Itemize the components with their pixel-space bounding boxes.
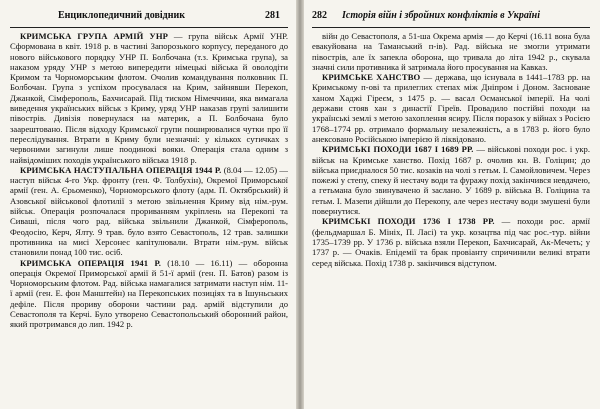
- article-paragraph: [10, 31, 288, 165]
- entry-heading: КРИМСЬКА ОПЕРАЦІЯ 1941 Р.: [20, 257, 161, 268]
- right-page-number: 282: [312, 10, 327, 21]
- left-page: [0, 0, 296, 409]
- entry-heading: КРИМСЬКА НАСТУПАЛЬНА ОПЕРАЦІЯ 1944 Р.: [20, 164, 222, 175]
- entry-text: — група військ Армії УНР. Сформована в квіт. 1918 р. в частині Запорозького корпусу, переданого до нового військового порядку УНР П. Болбочана (т.з. Кримська група), за наказом уряду УНР з метою випередити німецькі війська й оволодіти Кримом та Чорноморським флотом. Очолив командування полковник П. Болбочан. Група з успіхом просувалася на Крим, зайнявши Перекоп, Джанкой, Сімферополь, Бахчисарай. Під тиском Німеччини, яка вимагала виведення українських військ з Криму, уряд УНР наказав групі залишити півострів. Дивізія повернулася на материк, а П. Болбочана було заарештовано. Після відходу Кримської групи поширювалися чутки про її переслідування. Втрати в Криму були незначні: у кількох сутичках з червоними загинули лише поодинокі вояки. Операція стала одним з найвідоміших походів українського війська 1918 р.: [10, 31, 288, 165]
- article-paragraph: [312, 144, 590, 216]
- entry-text: — військові походи рос. і укр. військ на Кримське ханство. Похід 1687 р. очолив кн. В. Голіцин; до війська приєдналося 50 тис. козаків на чолі з гетьм. І. Самойловичем. Через пожежі у степу, спеку й нестачу води та фуражу похід закінчився невдачею, а гетьмана було звинувачено й заслано. У 1689 р. війська В. Голіцина та гетьм. І. Мазепи дійшли до Перекопу, але через нестачу води змушені були повернутися.: [312, 144, 590, 217]
- left-header-rule: [10, 27, 288, 28]
- entry-text: (8.04 — 12.05) — наступ військ 4-го Укр. фронту (ген. Ф. Толбухін), Окремої Приморської армії (ген. А. Єрьоменко), Чорноморського флоту (адм. П. Октябрський) й Азовської військової флотилії з метою звільнення Криму від нім.-рум. військ. Операція розпочалася прориванням укріплень на Перекопі та Сиваші, після чого рад. війська звільнили Джанкой, Сімферополь, Феодосію, Керч, Ялту. 9 трав. було взято Севастополь, 12 трав. залишки противника на мисі Херсонес капітулювали. Втрати нім.-рум. військ становили понад 100 тис. осіб.: [10, 164, 288, 258]
- right-page-header: [312, 10, 590, 24]
- left-page-body: [10, 31, 288, 405]
- book-gutter: [296, 0, 304, 409]
- article-paragraph: [312, 216, 590, 267]
- right-page-body: [312, 31, 590, 405]
- entry-heading: КРИМСЬКІ ПОХОДИ 1687 І 1689 РР.: [322, 144, 474, 155]
- entry-heading: КРИМСЬКІ ПОХОДИ 1736 І 1738 РР.: [322, 216, 495, 227]
- left-running-title: Енциклопедичний довідник: [58, 10, 185, 21]
- article-paragraph: [10, 258, 288, 330]
- left-page-header: [10, 10, 288, 24]
- right-page: [304, 0, 600, 409]
- article-paragraph: [312, 72, 590, 144]
- entry-text: — походи рос. армії (фельдмаршал Б. Мініх, П. Ласі) та укр. козацтва під час рос.-тур. війни 1735–1739 рр. У 1736 р. війська взяли Перекоп, Бахчисарай, Ак-Мечеть; у 1737 р. — Очаків. Епідемії та брак провіанту спричинили великі втрати серед війська. Похід 1738 р. закінчився відступом.: [312, 216, 590, 268]
- entry-heading: КРИМСЬКА ГРУПА АРМІЙ УНР: [20, 31, 168, 41]
- right-running-title: Історія війн і збройних конфліктів в Україні: [342, 10, 540, 21]
- entry-text: (18.10 — 16.11) — оборонна операція Окремої Приморської армії й 51-ї армії (ген. П. Батов) разом із Чорноморським флотом. Рад. війська намагалися затримати наступ нім. 11-ї армії (ген. Е. фон Манштейн) на Перекопських позиціях та в Ішуньських дефіле. Після прориву оборони частини рад. армій відступили до Севастополя та Керчі. Було утворено Севастопольський оборонний район, який протримався до лип. 1942 р.: [10, 257, 288, 330]
- entry-text: — держава, що існувала в 1441–1783 рр. на Кримському п-ові та прилеглих степах між Дніпром і Доном. Засноване ханом Хаджі Гіреєм, з 1475 р. — васал Османської імперії. На чолі держави стояв хан з династії Гіреїв. Провадило постійні походи на українські землі з метою захоплення ясиру. Після поразок у війнах з Росією 1768–1774 рр. отримало формальну незалежність, а в 1783 р. його було анексовано Російською імперією й ліквідовано.: [312, 72, 590, 144]
- article-paragraph: [10, 165, 288, 258]
- right-header-rule: [312, 27, 590, 28]
- entry-heading: КРИМСЬКЕ ХАНСТВО: [322, 72, 421, 83]
- article-paragraph: [312, 31, 590, 72]
- left-page-number: 281: [265, 10, 280, 21]
- entry-text: війн до Севастополя, а 51-ша Окрема армія — до Керчі (16.11 вона була евакуйована на Таманський п-ів). Рад. війська не змогли утримати півострів, але їх запекла оборона, що тривала до літа 1942 р., скувала значні сили противника й затримала його просування на Кавказ.: [312, 31, 590, 72]
